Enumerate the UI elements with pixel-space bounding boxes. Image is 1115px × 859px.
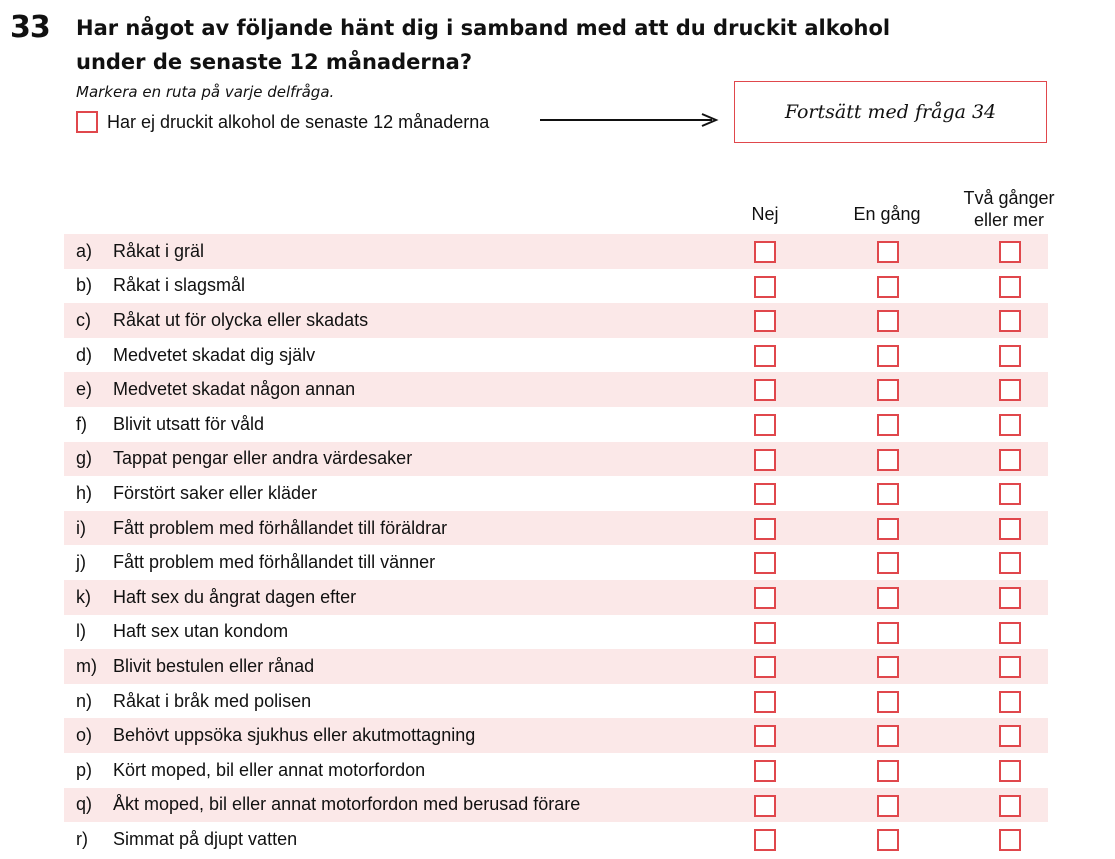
checkbox-tva-ganger[interactable] — [999, 449, 1021, 471]
checkbox-en-gang[interactable] — [877, 379, 899, 401]
checkbox-en-gang[interactable] — [877, 241, 899, 263]
row-letter: i) — [76, 517, 86, 538]
column-header-nej: Nej — [751, 204, 779, 224]
checkbox-tva-ganger[interactable] — [999, 241, 1021, 263]
checkbox-nej[interactable] — [754, 414, 776, 436]
row-letter: e) — [76, 379, 93, 400]
column-header-tva-line-1: Två gånger — [963, 188, 1055, 208]
checkbox-nej[interactable] — [754, 760, 776, 782]
checkbox-tva-ganger[interactable] — [999, 518, 1021, 540]
row-question-text: Råkat i gräl — [113, 240, 205, 261]
row-question-text: Råkat i slagsmål — [113, 275, 246, 296]
checkbox-nej[interactable] — [754, 552, 776, 574]
question-title — [76, 11, 896, 79]
no-alcohol-checkbox[interactable] — [76, 111, 98, 133]
checkbox-en-gang[interactable] — [877, 725, 899, 747]
checkbox-tva-ganger[interactable] — [999, 795, 1021, 817]
column-header-en-gang: En gång — [853, 204, 921, 224]
checkbox-en-gang[interactable] — [877, 656, 899, 678]
row-question-text: Åkt moped, bil eller annat motorfordon med berusad förare — [113, 794, 581, 815]
row-question-text: Råkat i bråk med polisen — [113, 690, 312, 711]
checkbox-tva-ganger[interactable] — [999, 276, 1021, 298]
checkbox-tva-ganger[interactable] — [999, 829, 1021, 851]
checkbox-nej[interactable] — [754, 725, 776, 747]
column-header-tva-line-2: eller mer — [973, 210, 1044, 230]
checkbox-tva-ganger[interactable] — [999, 414, 1021, 436]
checkbox-nej[interactable] — [754, 483, 776, 505]
row-letter: c) — [76, 309, 91, 330]
checkbox-en-gang[interactable] — [877, 276, 899, 298]
table-row — [64, 753, 1048, 788]
checkbox-tva-ganger[interactable] — [999, 379, 1021, 401]
table-row — [64, 649, 1048, 684]
row-letter: h) — [76, 482, 93, 503]
table-row — [64, 234, 1048, 269]
checkbox-tva-ganger[interactable] — [999, 622, 1021, 644]
table-row — [64, 511, 1048, 546]
row-letter: a) — [76, 240, 93, 261]
checkbox-nej[interactable] — [754, 449, 776, 471]
table-row — [64, 269, 1048, 304]
checkbox-tva-ganger[interactable] — [999, 587, 1021, 609]
row-letter: g) — [76, 448, 93, 469]
instruction-text: Markera en ruta på varje delfråga. — [76, 83, 335, 101]
table-row — [64, 684, 1048, 719]
row-question-text: Råkat ut för olycka eller skadats — [113, 309, 369, 330]
table-row — [64, 822, 1048, 857]
checkbox-nej[interactable] — [754, 795, 776, 817]
row-letter: o) — [76, 725, 93, 746]
row-letter: m) — [76, 655, 97, 676]
continue-note-box — [734, 81, 1047, 143]
checkbox-en-gang[interactable] — [877, 449, 899, 471]
row-letter: j) — [76, 552, 86, 573]
row-letter: r) — [76, 828, 88, 849]
row-question-text: Haft sex utan kondom — [113, 621, 289, 642]
question-title-line-2: under de senaste 12 månaderna? — [76, 50, 473, 74]
checkbox-nej[interactable] — [754, 622, 776, 644]
row-letter: q) — [76, 794, 93, 815]
question-title-line-1: Har något av följande hänt dig i samband med att du druckit alkohol — [76, 16, 891, 40]
checkbox-tva-ganger[interactable] — [999, 656, 1021, 678]
table-row — [64, 788, 1048, 823]
checkbox-nej[interactable] — [754, 518, 776, 540]
table-row — [64, 338, 1048, 373]
checkbox-en-gang[interactable] — [877, 622, 899, 644]
checkbox-en-gang[interactable] — [877, 310, 899, 332]
row-letter: l) — [76, 621, 86, 642]
row-letter: n) — [76, 690, 93, 711]
checkbox-nej[interactable] — [754, 829, 776, 851]
table-row — [64, 718, 1048, 753]
question-rows — [64, 234, 1048, 857]
row-question-text: Blivit utsatt för våld — [113, 413, 265, 434]
row-letter: f) — [76, 413, 87, 434]
row-letter: k) — [76, 586, 91, 607]
no-alcohol-option[interactable] — [76, 110, 489, 134]
checkbox-nej[interactable] — [754, 379, 776, 401]
checkbox-tva-ganger[interactable] — [999, 483, 1021, 505]
continue-note-text: Fortsätt med fråga 34 — [784, 101, 997, 123]
table-row — [64, 303, 1048, 338]
checkbox-nej[interactable] — [754, 656, 776, 678]
checkbox-tva-ganger[interactable] — [999, 345, 1021, 367]
row-letter: d) — [76, 344, 93, 365]
checkbox-nej[interactable] — [754, 241, 776, 263]
checkbox-tva-ganger[interactable] — [999, 552, 1021, 574]
checkbox-en-gang[interactable] — [877, 518, 899, 540]
checkbox-en-gang[interactable] — [877, 552, 899, 574]
checkbox-nej[interactable] — [754, 276, 776, 298]
checkbox-nej[interactable] — [754, 310, 776, 332]
question-number: 33 — [10, 10, 50, 45]
checkbox-tva-ganger[interactable] — [999, 691, 1021, 713]
row-question-text: Medvetet skadat någon annan — [113, 379, 356, 400]
checkbox-nej[interactable] — [754, 587, 776, 609]
row-letter: p) — [76, 759, 93, 780]
checkbox-tva-ganger[interactable] — [999, 310, 1021, 332]
checkbox-tva-ganger[interactable] — [999, 760, 1021, 782]
table-row — [64, 372, 1048, 407]
checkbox-en-gang[interactable] — [877, 760, 899, 782]
table-row — [64, 407, 1048, 442]
checkbox-en-gang[interactable] — [877, 345, 899, 367]
checkbox-en-gang[interactable] — [877, 829, 899, 851]
checkbox-en-gang[interactable] — [877, 587, 899, 609]
row-question-text: Simmat på djupt vatten — [113, 828, 298, 849]
table-row — [64, 442, 1048, 477]
no-alcohol-label: Har ej druckit alkohol de senaste 12 månaderna — [107, 111, 490, 132]
arrow-right-icon — [540, 112, 722, 128]
checkbox-nej[interactable] — [754, 691, 776, 713]
table-row — [64, 476, 1048, 511]
row-question-text: Fått problem med förhållandet till föräldrar — [113, 517, 448, 538]
row-question-text: Fått problem med förhållandet till vänner — [113, 552, 436, 573]
row-question-text: Haft sex du ångrat dagen efter — [113, 586, 357, 607]
checkbox-en-gang[interactable] — [877, 795, 899, 817]
table-row — [64, 580, 1048, 615]
column-header-tva-ganger — [944, 187, 1074, 231]
row-question-text: Blivit bestulen eller rånad — [113, 655, 315, 676]
checkbox-en-gang[interactable] — [877, 691, 899, 713]
row-question-text: Medvetet skadat dig själv — [113, 344, 316, 365]
row-question-text: Förstört saker eller kläder — [113, 482, 318, 503]
checkbox-nej[interactable] — [754, 345, 776, 367]
table-row — [64, 545, 1048, 580]
table-row — [64, 615, 1048, 650]
checkbox-en-gang[interactable] — [877, 483, 899, 505]
checkbox-en-gang[interactable] — [877, 414, 899, 436]
checkbox-tva-ganger[interactable] — [999, 725, 1021, 747]
row-question-text: Behövt uppsöka sjukhus eller akutmottagning — [113, 725, 476, 746]
row-question-text: Kört moped, bil eller annat motorfordon — [113, 759, 426, 780]
row-letter: b) — [76, 275, 93, 296]
row-question-text: Tappat pengar eller andra värdesaker — [113, 448, 413, 469]
